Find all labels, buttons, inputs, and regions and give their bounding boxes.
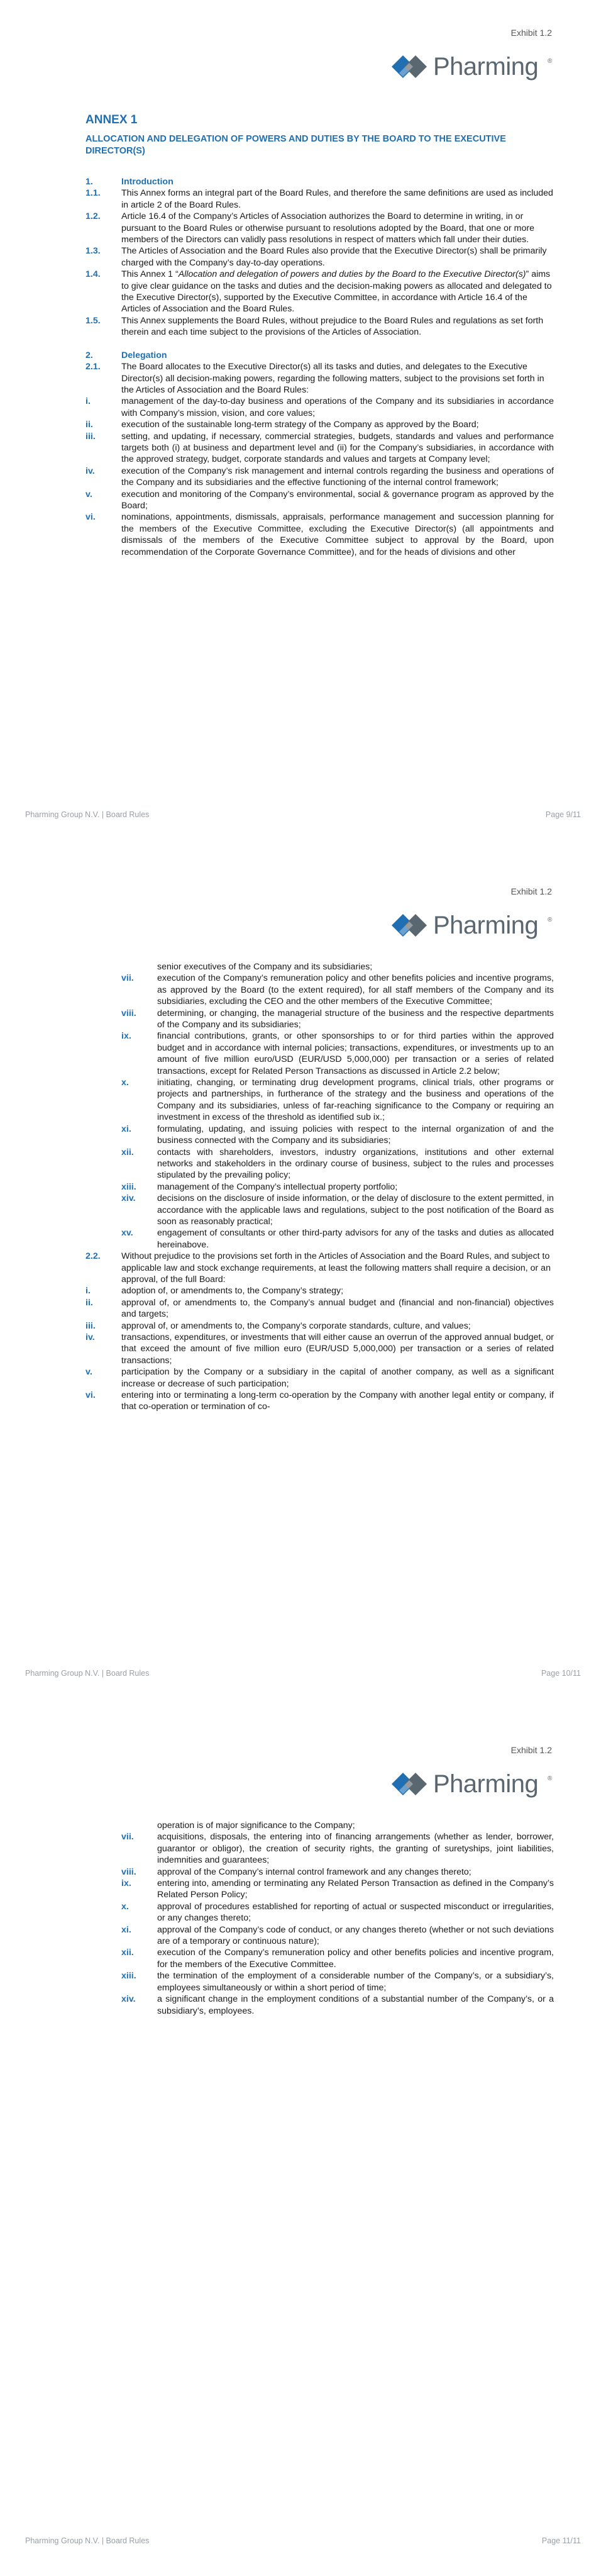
- list-item: vii. acquisitions, disposals, the entering into of financing arrangements (whether as lender, borrower, guarantor or obligor), the creation of security rights, the granting of suretyships, joint liabilities, indemnities and guarantees;: [121, 1832, 554, 1866]
- list-item: ix. entering into, amending or terminating any Related Person Transaction as defined in the Company’s Related Person Policy;: [121, 1878, 554, 1900]
- section-2-heading: 2. Delegation: [85, 350, 167, 360]
- list-item: x. initiating, changing, or terminating drug development programs, clinical trials, other programs or projects and partnerships, in furtherance of the strategy and the business and operations of the Company and its subsidiaries, unless of far-reaching significance to the Company or requiring an investment in excess of the threshold as identified sub ix.;: [121, 1078, 554, 1123]
- page-11-content: [85, 1820, 554, 2017]
- list-item: viii. determining, or changing, the managerial structure of the business and the respective departments of the Company and its subsidiaries;: [121, 1008, 554, 1030]
- list-item: xiii. the termination of the employment of a considerable number of the Company’s, or a subsidiary’s, employees simultaneously or within a short period of time;: [121, 1971, 554, 1993]
- footer-left: Pharming Group N.V. | Board Rules: [25, 1669, 150, 1678]
- clause-2-1: 2.1. The Board allocates to the Executive Director(s) all its tasks and duties, and delegates to the Executive Director(s) all decision-making powers, regarding the following matters, subject to the provisions set forth in the Articles of Association and the Board Rules:: [85, 362, 544, 395]
- clause-1-3: 1.3. The Articles of Association and the Board Rules also provide that the Executive Director(s) shall be primarily charged with the Company’s day-to-day operations.: [85, 246, 547, 268]
- pharming-logo: [388, 1765, 551, 1803]
- list-item: vii. execution of the Company’s remuneration policy and other benefits policies and incentive programs, as approved by the Board (to the extent required), for all staff members of the Company and its subsidiaries, excluding the CEO and the other members of the Executive Committee;: [121, 973, 554, 1007]
- list-item: ix. financial contributions, grants, or other sponsorships to or for third parties within the approved budget and in accordance with internal policies; transactions, expenditures, or investments up to an amount of five million euro/USD (EUR/USD 5,000,000) per transaction or a series of related transactions, except for Related Person Transactions as discussed in Article 2.2 below;: [121, 1031, 554, 1076]
- list-item: xii. execution of the Company’s remuneration policy and other benefits policies and incentive program, for the members of the Executive Committee.: [121, 1948, 554, 1970]
- list-item: ii. approval of, or amendments to, the Company’s annual budget and (financial and non-financial) objectives and targets;: [85, 1297, 554, 1320]
- page-10-content: [85, 961, 554, 1413]
- list-item: v. participation by the Company or a subsidiary in the capital of another company, as well as a significant increase or decrease of such participation;: [85, 1367, 554, 1389]
- list-item: xiii. management of the Company’s intellectual property portfolio;: [121, 1181, 398, 1192]
- section-1-heading: 1. Introduction: [85, 177, 174, 187]
- list-item: xii. contacts with shareholders, investors, industry organizations, institutions and other external networks and stakeholders in the ordinary course of business, subject to the rules and processes stipulated by the prevailing policy;: [121, 1147, 554, 1181]
- footer-page-number: Page 10/11: [541, 1669, 581, 1678]
- list-item: viii. approval of the Company’s internal control framework and any changes thereto;: [121, 1866, 471, 1877]
- list-item: i. adoption of, or amendments to, the Company’s strategy;: [85, 1286, 344, 1296]
- clause-1-1: 1.1. This Annex forms an integral part of the Board Rules, and therefore the same definitions are used as included in article 2 of the Board Rules.: [85, 188, 553, 210]
- list-item: vi. entering into or terminating a long-term co-operation by the Company with another legal entity or company, if that co-operation or termination of co-: [85, 1390, 554, 1412]
- annex-subtitle: ALLOCATION AND DELEGATION OF POWERS AND DUTIES BY THE BOARD TO THE EXECUTIVE DIRECTOR(S): [85, 134, 506, 156]
- clause-2-2: 2.2. Without prejudice to the provisions set forth in the Articles of Association and the Board Rules, and subject to applicable law and stock exchange requirements, at least the following matters shall require a decision, or an approval, of the full Board:: [85, 1251, 551, 1285]
- page-11: [0, 1717, 606, 2576]
- list-item: ii. execution of the sustainable long-term strategy of the Company as approved by the Board;: [85, 420, 479, 430]
- footer-page-number: Page 11/11: [541, 2536, 581, 2545]
- pharming-logo-icon: [388, 1765, 428, 1803]
- list-item: iv. execution of the Company’s risk management and internal controls regarding the business and operations of the Company and its subsidiaries and the effective functioning of the internal control framework;: [85, 466, 554, 488]
- footer-left: Pharming Group N.V. | Board Rules: [25, 2536, 150, 2545]
- list-item: xi. formulating, updating, and issuing policies with respect to the internal organization of and the business connected with the Company and its subsidiaries;: [121, 1124, 554, 1146]
- logo-text: Pharming: [433, 53, 539, 81]
- list-item-continuation: senior executives of the Company and its subsidiaries;: [157, 962, 373, 972]
- list-item: vi. nominations, appointments, dismissals, appraisals, performance management and succession planning for the members of the Executive Committee, excluding the Executive Director(s) (all appointments and dismissals of the members of the Executive Committee subject to approval by the Board, upon recommendation of the Corporate Governance Committee), and for the heads of divisions and other: [85, 512, 554, 557]
- logo-registered-mark: ®: [548, 58, 553, 65]
- logo-text: Pharming: [433, 912, 539, 939]
- list-item: iii. setting, and updating, if necessary, commercial strategies, budgets, standards and values and performance targets both (i) at business and department level and (ii) for the Company’s subsidiaries, in accordance with the approved strategy, budget, corporate standards and values and targets at Company level;: [85, 431, 554, 465]
- list-item: i. management of the day-to-day business and operations of the Company and its subsidiaries in accordance with Company’s mission, vision, and core values;: [85, 396, 554, 418]
- page-10: [0, 859, 606, 1708]
- pharming-logo-icon: [388, 48, 428, 86]
- pharming-logo: [388, 906, 551, 944]
- exhibit-label: Exhibit 1.2: [510, 28, 552, 38]
- page-9-content: [85, 176, 554, 558]
- annex-title: ANNEX 1: [85, 113, 138, 126]
- list-item: xiv. decisions on the disclosure of inside information, or the delay of disclosure to the extent permitted, in accordance with the applicable laws and regulations, subject to the post notification of the Board as soon as reasonably practical;: [121, 1193, 554, 1227]
- page-9: [0, 0, 606, 849]
- exhibit-label: Exhibit 1.2: [510, 1745, 552, 1755]
- logo-registered-mark: ®: [548, 1775, 553, 1782]
- list-item: xv. engagement of consultants or other third-party advisors for any of the tasks and duties as allocated hereinabove.: [121, 1228, 554, 1250]
- list-item: x. approval of procedures established for reporting of actual or suspected misconduct or irregularities, or any changes thereto;: [121, 1901, 554, 1924]
- list-item: v. execution and monitoring of the Company’s environmental, social & governance program as approved by the Board;: [85, 489, 554, 511]
- logo-text: Pharming: [433, 1770, 539, 1798]
- footer-left: Pharming Group N.V. | Board Rules: [25, 810, 150, 819]
- pharming-logo-icon: [388, 906, 428, 944]
- logo-registered-mark: ®: [548, 917, 553, 923]
- footer-page-number: Page 9/11: [545, 810, 581, 819]
- list-item: xiv. a significant change in the employment conditions of a substantial number of the Company’s, or a subsidiary’s, employees.: [121, 1994, 554, 2016]
- list-item: xi. approval of the Company’s code of conduct, or any changes thereto (whether or not such deviations are of a temporary or continuous nature);: [121, 1924, 554, 1947]
- list-item: iii. approval of, or amendments to, the Company’s corporate standards, culture, and values;: [85, 1320, 471, 1331]
- clause-1-5: 1.5. This Annex supplements the Board Rules, without prejudice to the Board Rules and regulations as set forth therein and each time subject to the provisions of the Articles of Association.: [85, 315, 544, 338]
- pharming-logo: [388, 48, 551, 86]
- exhibit-label: Exhibit 1.2: [510, 886, 552, 896]
- clause-1-4: 1.4. This Annex 1 “Allocation and delegation of powers and duties by the Board to the Executive Director(s)” aims to give clear guidance on the tasks and duties and the decision-making powers as allocated and delegated to the Executive Director(s), supported by the Executive Committee, in accordance with Article 16.4 of the Articles of Association and the Board Rules.: [85, 269, 552, 315]
- clause-1-2: 1.2. Article 16.4 of the Company’s Articles of Association authorizes the Board to determine in writing, in or pursuant to the Board Rules or otherwise pursuant to resolutions adopted by the Board, that one or more members of the Directors can validly pass resolutions in respect of matters which fall under their duties.: [85, 211, 534, 245]
- list-item: iv. transactions, expenditures, or investments that will either cause an overrun of the approved annual budget, or that exceed the amount of five million euro (EUR/USD 5,000,000) per transaction or a series of related transactions;: [85, 1332, 554, 1366]
- list-item-continuation: operation is of major significance to the Company;: [157, 1820, 355, 1831]
